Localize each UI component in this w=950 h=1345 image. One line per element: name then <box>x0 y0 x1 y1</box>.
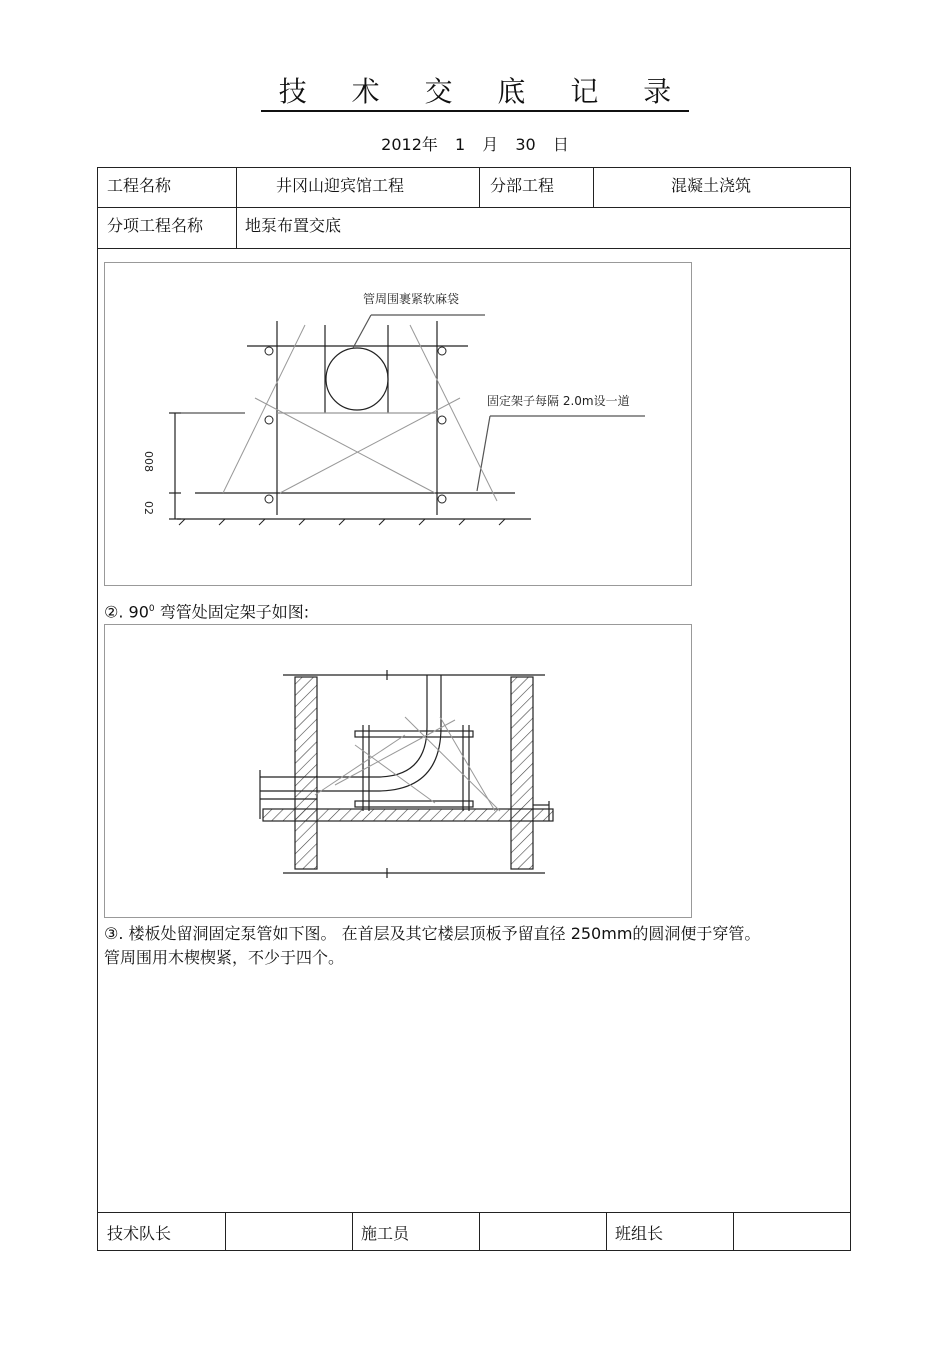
footer-divider-3 <box>479 1212 480 1250</box>
pipe-support-drawing <box>105 263 691 585</box>
project-name-label: 工程名称 <box>107 176 172 195</box>
note-slab-opening-line1: ③. 楼板处留洞固定泵管如下图。 在首层及其它楼层顶板予留直径 250mm的圆洞便于穿管。 <box>104 924 761 943</box>
project-name-value: 井冈山迎宾馆工程 <box>276 176 405 195</box>
document-date <box>0 132 950 155</box>
division-value: 混凝土浇筑 <box>671 176 752 195</box>
row-divider-2 <box>98 248 850 249</box>
footer-divider-1 <box>225 1212 226 1250</box>
team-leader-label: 班组长 <box>615 1224 664 1243</box>
col-divider-a <box>236 168 237 248</box>
date-day: 30 日 <box>515 135 569 154</box>
col-divider-c <box>593 168 594 207</box>
note-slab-opening <box>104 922 849 970</box>
dimension-lower: 02 <box>142 501 155 515</box>
division-label: 分部工程 <box>490 176 555 195</box>
elbow-support-figure <box>104 624 692 918</box>
note-elbow-support: ②. $90^0$ 弯管处固定架子如图: <box>104 602 310 622</box>
label-wrap-burlap: 管周围裹紧软麻袋 <box>363 292 460 306</box>
note-slab-opening-line2: 管周围用木楔楔紧，不少于四个。 <box>104 948 345 967</box>
footer-divider-2 <box>352 1212 353 1250</box>
date-year: 2012年 <box>381 135 438 154</box>
col-divider-b <box>479 168 480 207</box>
subitem-label: 分项工程名称 <box>107 216 204 235</box>
pipe-support-figure <box>104 262 692 586</box>
date-month: 1 月 <box>455 135 499 154</box>
row-divider-3 <box>98 1212 850 1213</box>
subitem-value: 地泵布置交底 <box>245 216 342 235</box>
label-support-spacing: 固定架子每隔 2.0m设一道 <box>487 394 630 408</box>
document-title: 技 术 交 底 记 录 <box>0 70 950 110</box>
row-divider-1 <box>98 207 850 208</box>
dimension-upper: 008 <box>142 451 155 472</box>
elbow-support-drawing <box>105 625 691 917</box>
footer-divider-4 <box>606 1212 607 1250</box>
footer-divider-5 <box>733 1212 734 1250</box>
tech-leader-label: 技术队长 <box>107 1224 172 1243</box>
constructor-label: 施工员 <box>361 1224 410 1243</box>
